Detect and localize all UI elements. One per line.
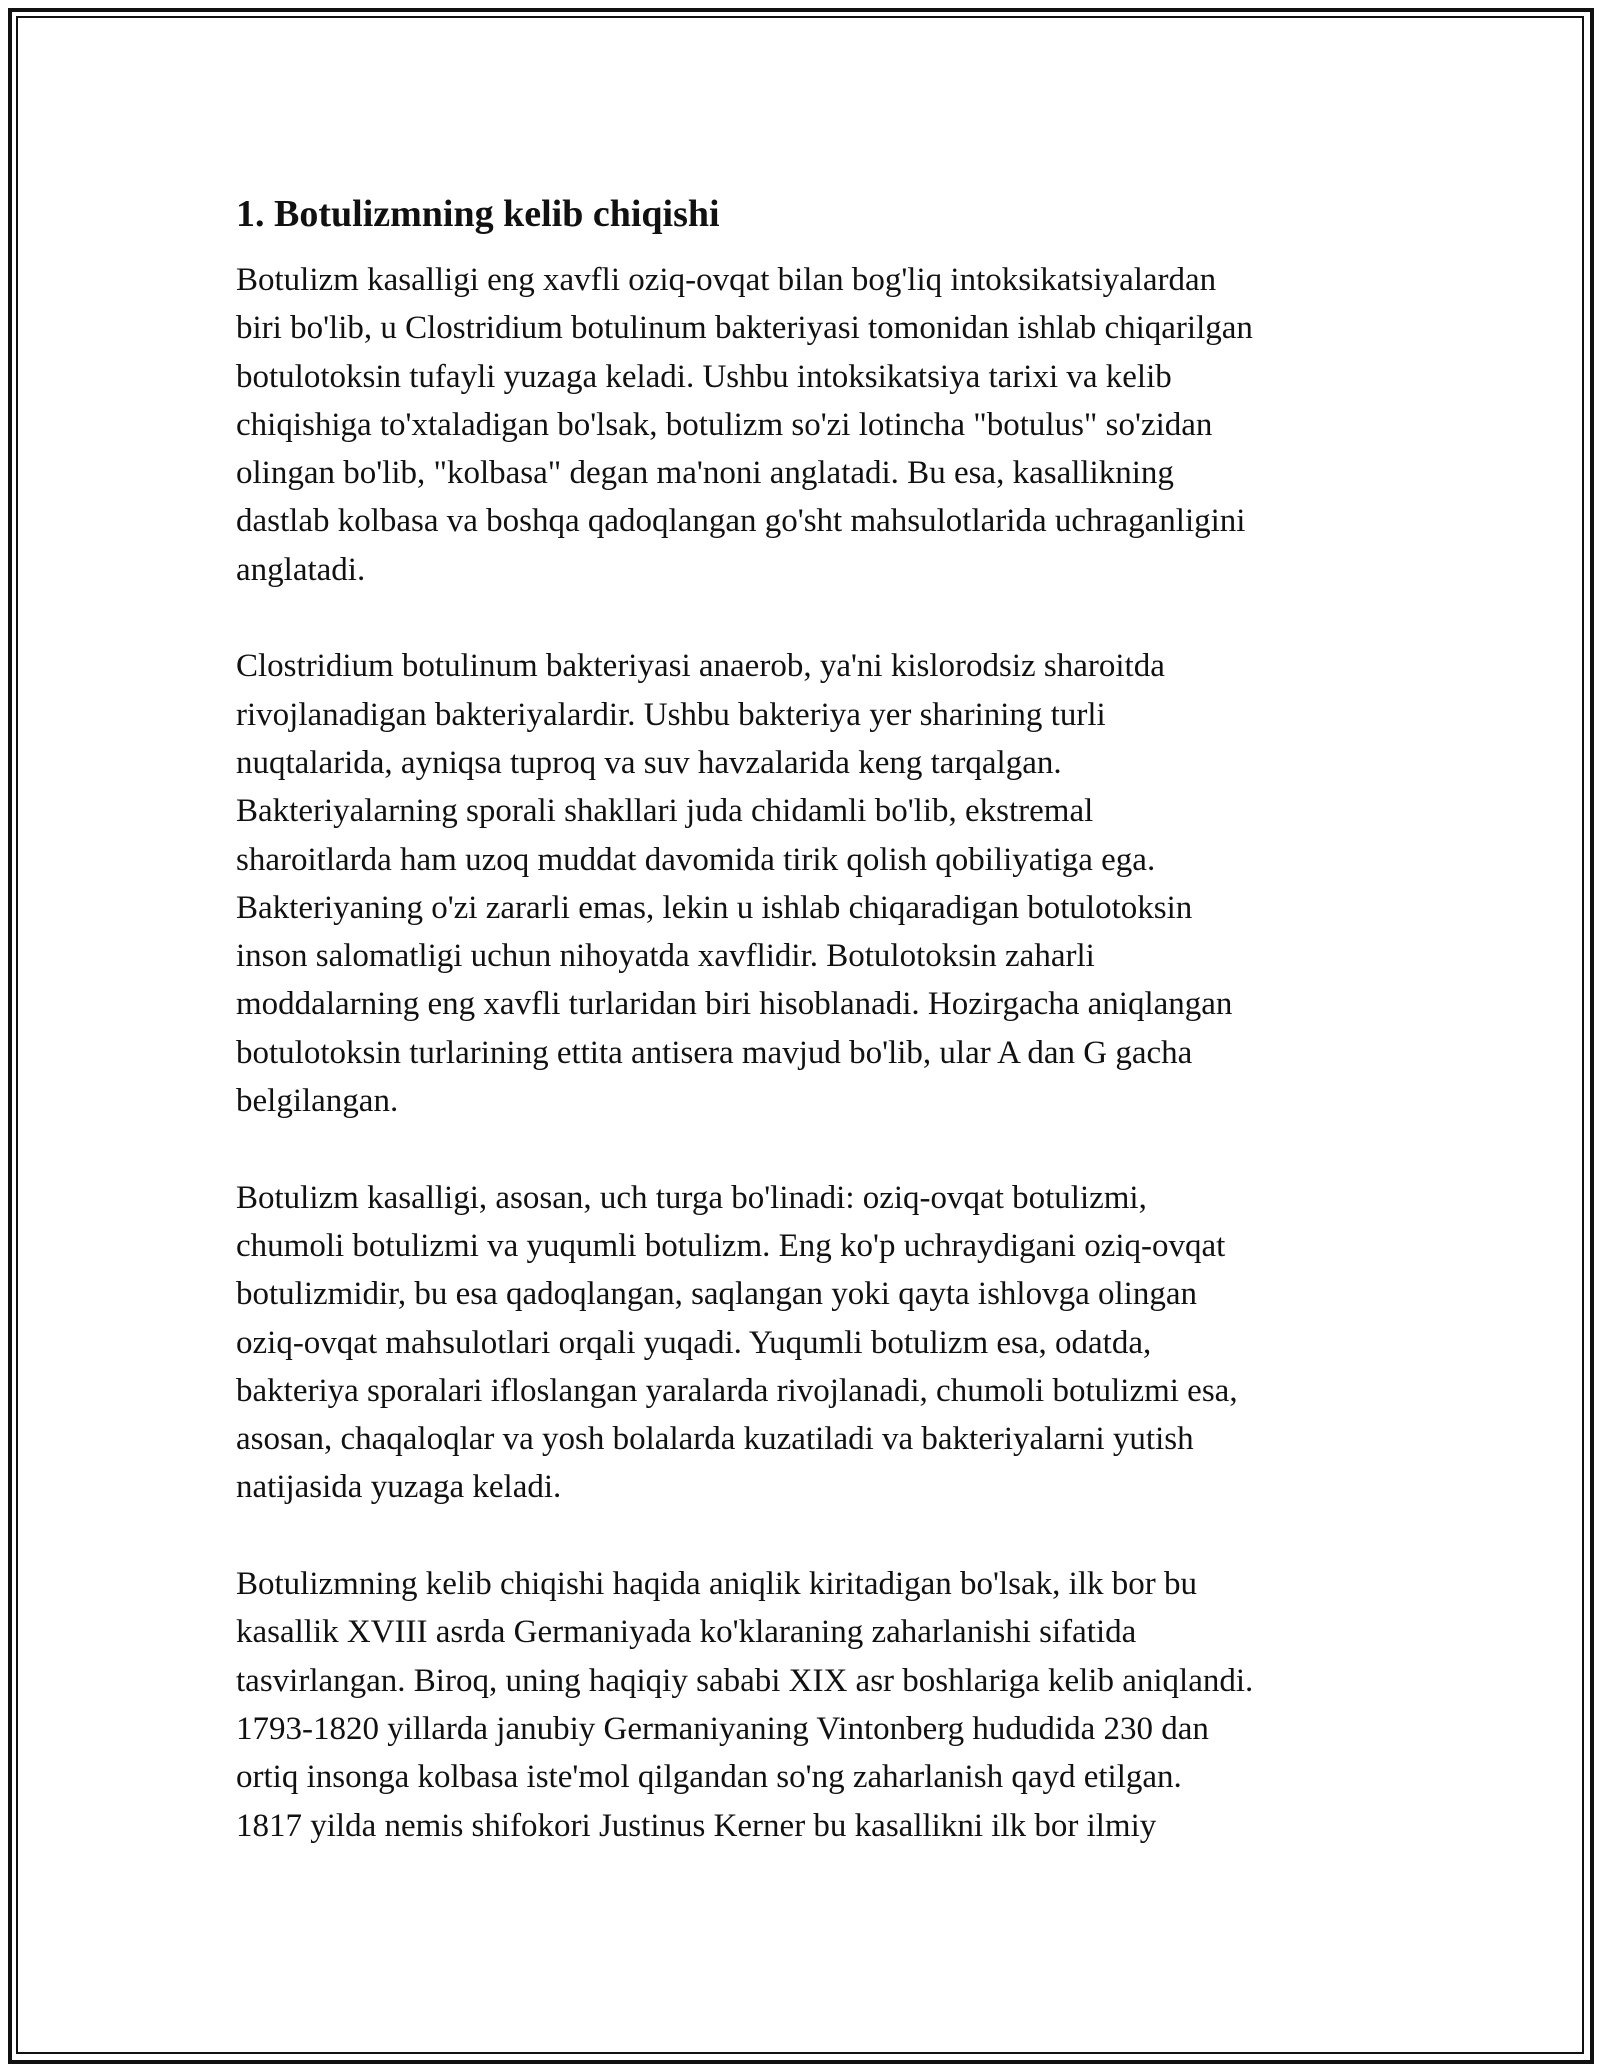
text-line: inson salomatligi uchun nihoyatda xavflidir. Botulotoksin zaharli xyxy=(236,938,1095,975)
text-line: Botulizmning kelib chiqishi haqida aniqlik kiritadigan bo'lsak, ilk bor bu xyxy=(236,1566,1197,1603)
text-line: botulizmidir, bu esa qadoqlangan, saqlangan yoki qayta ishlovga olingan xyxy=(236,1276,1197,1313)
text-line: anglatadi. xyxy=(236,551,366,588)
text-line: 1793-1820 yillarda janubiy Germaniyaning Vintonberg hududida 230 dan xyxy=(236,1710,1209,1747)
text-line: oziq-ovqat mahsulotlari orqali yuqadi. Yuqumli botulizm esa, odatda, xyxy=(236,1324,1152,1361)
text-line: Bakteriyaning o'zi zararli emas, lekin u ishlab chiqaradigan botulotoksin xyxy=(236,889,1193,926)
text-line: asosan, chaqaloqlar va yosh bolalarda kuzatiladi va bakteriyalarni yutish xyxy=(236,1421,1194,1458)
text-line: nuqtalarida, ayniqsa tuproq va suv havzalarida keng tarqalgan. xyxy=(236,744,1062,781)
paragraph-history xyxy=(236,1560,1376,1850)
text-line: kasallik XVIII asrda Germaniyada ko'klaraning zaharlanishi sifatida xyxy=(236,1614,1137,1651)
text-line: Bakteriyalarning sporali shakllari juda chidamli bo'lib, ekstremal xyxy=(236,793,1094,830)
text-line: sharoitlarda ham uzoq muddat davomida tirik qolish qobiliyatiga ega. xyxy=(236,841,1156,878)
text-line: Clostridium botulinum bakteriyasi anaerob, ya'ni kislorodsiz sharoitda xyxy=(236,648,1165,685)
text-line: biri bo'lib, u Clostridium botulinum bakteriyasi tomonidan ishlab chiqarilgan xyxy=(236,310,1253,347)
document-body xyxy=(236,188,1376,1898)
text-line: Botulizm kasalligi eng xavfli oziq-ovqat bilan bog'liq intoksikatsiyalardan xyxy=(236,262,1217,298)
text-line: botulotoksin tufayli yuzaga keladi. Ushbu intoksikatsiya tarixi va kelib xyxy=(236,358,1172,395)
text-line: olingan bo'lib, "kolbasa" degan ma'noni anglatadi. Bu esa, kasallikning xyxy=(236,455,1174,492)
paragraph-types xyxy=(236,1174,1376,1512)
text-line: tasvirlangan. Biroq, uning haqiqiy sababi XIX asr boshlariga kelib aniqlandi. xyxy=(236,1662,1254,1699)
text-line: bakteriya sporalari ifloslangan yaralarda rivojlanadi, chumoli botulizmi esa, xyxy=(236,1372,1238,1409)
paragraph-origin-definition xyxy=(236,256,1376,594)
text-line: moddalarning eng xavfli turlaridan biri hisoblanadi. Hozirgacha aniqlangan xyxy=(236,986,1233,1023)
text-line: ortiq insonga kolbasa iste'mol qilgandan so'ng zaharlanish qayd etilgan. xyxy=(236,1759,1182,1796)
text-line: Botulizm kasalligi, asosan, uch turga bo'linadi: oziq-ovqat botulizmi, xyxy=(236,1179,1147,1216)
text-line: belgilangan. xyxy=(236,1083,399,1120)
text-line: natijasida yuzaga keladi. xyxy=(236,1469,562,1506)
text-line: 1817 yilda nemis shifokori Justinus Kerner bu kasallikni ilk bor ilmiy xyxy=(236,1807,1157,1844)
text-line: dastlab kolbasa va boshqa qadoqlangan go'sht mahsulotlarida uchraganligini xyxy=(236,503,1246,540)
text-line: chumoli botulizmi va yuqumli botulizm. Eng ko'p uchraydigani oziq-ovqat xyxy=(236,1227,1226,1264)
text-line: chiqishiga to'xtaladigan bo'lsak, botulizm so'zi lotincha "botulus" so'zidan xyxy=(236,406,1213,443)
section-heading: 1. Botulizmning kelib chiqishi xyxy=(236,193,720,235)
text-line: botulotoksin turlarining ettita antisera mavjud bo'lib, ular A dan G gacha xyxy=(236,1034,1193,1071)
text-line: rivojlanadigan bakteriyalardir. Ushbu bakteriya yer sharining turli xyxy=(236,696,1106,733)
paragraph-bacterium xyxy=(236,642,1376,1125)
